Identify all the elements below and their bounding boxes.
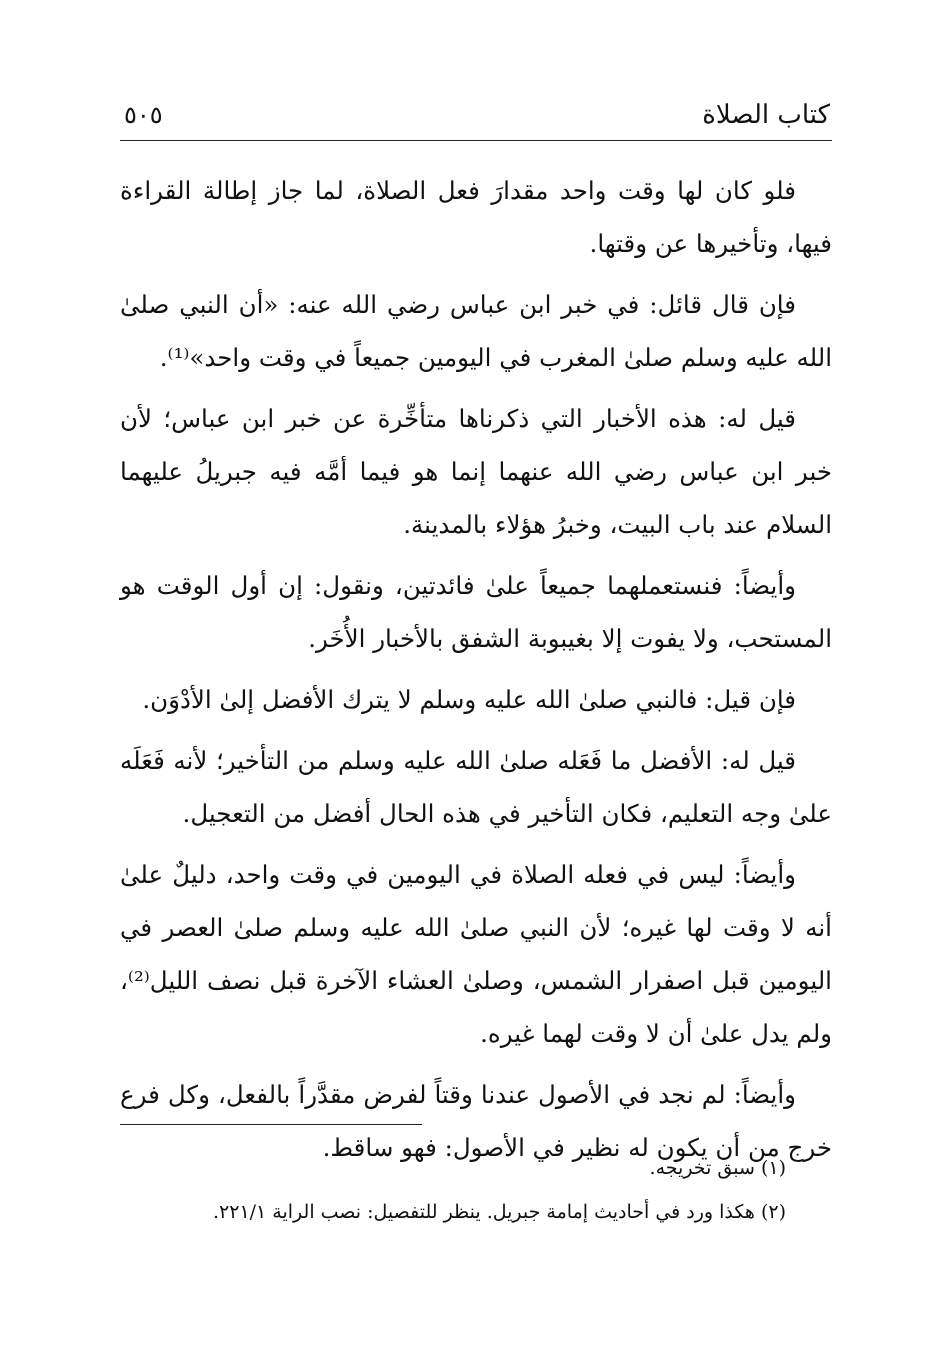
page-number: ٥٠٥: [124, 101, 163, 129]
paragraph: وأيضاً: ليس في فعله الصلاة في اليومين في وقت واحد، دليلٌ علىٰ أنه لا وقت لها غيره؛ لأن النبي صلىٰ الله عليه وسلم صلىٰ العصر في اليومين قبل اصفرار الشمس، وصلىٰ العشاء الآخرة قبل نصف الليل⁽²⁾، ولم يدل علىٰ أن لا وقت لهما غيره.: [120, 860, 832, 1048]
page-header: [120, 94, 832, 141]
running-title: كتاب الصلاة: [702, 100, 830, 130]
book-page: [120, 0, 832, 1372]
paragraph: فإن قال قائل: في خبر ابن عباس رضي الله عنه: «أن النبي صلىٰ الله عليه وسلم صلىٰ المغرب في اليومين جميعاً في وقت واحد»⁽¹⁾.: [120, 290, 832, 372]
main-text: [120, 164, 832, 1182]
footnotes: [120, 1146, 786, 1234]
footnote: (٢) هكذا ورد في أحاديث إمامة جبريل. ينظر للتفصيل: نصب الراية ٢٢١/١.: [212, 1201, 786, 1223]
paragraph: وأيضاً: فنستعملهما جميعاً علىٰ فائدتين، ونقول: إن أول الوقت هو المستحب، ولا يفوت إلا بغيبوبة الشفق بالأخبار الأُخَر.: [120, 571, 832, 653]
footnote-separator: [120, 1124, 422, 1125]
paragraph: فإن قيل: فالنبي صلىٰ الله عليه وسلم لا يترك الأفضل إلىٰ الأدْوَن.: [142, 685, 796, 714]
footnote: (١) سبق تخريجه.: [649, 1157, 786, 1179]
paragraph: فلو كان لها وقت واحد مقدارَ فعل الصلاة، لما جاز إطالة القراءة فيها، وتأخيرها عن وقتها.: [120, 176, 832, 258]
paragraph: وأيضاً: لم نجد في الأصول عندنا وقتاً لفرض مقدَّراً بالفعل، وكل فرع خرج من أن يكون له نظير في الأصول: فهو ساقط.: [120, 1080, 832, 1162]
paragraph: قيل له: الأفضل ما فَعَله صلىٰ الله عليه وسلم من التأخير؛ لأنه فَعَلَه علىٰ وجه التعليم، فكان التأخير في هذه الحال أفضل من التعجيل.: [120, 746, 832, 828]
paragraph: قيل له: هذه الأخبار التي ذكرناها متأخِّرة عن خبر ابن عباس؛ لأن خبر ابن عباس رضي الله عنهما إنما هو فيما أمَّه فيه جبريلُ عليهما السلام عند باب البيت، وخبرُ هؤلاء بالمدينة.: [120, 404, 832, 539]
